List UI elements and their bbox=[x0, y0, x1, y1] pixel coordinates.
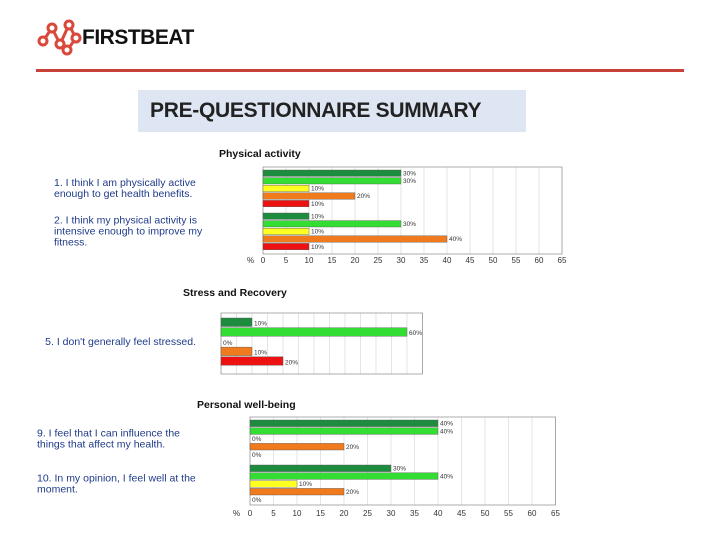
bar bbox=[263, 236, 447, 242]
data-label: 0% bbox=[252, 436, 262, 444]
bar bbox=[250, 481, 297, 488]
bar bbox=[250, 428, 438, 435]
data-label: 10% bbox=[254, 349, 268, 357]
tick-label: 25 bbox=[363, 509, 372, 518]
data-label: 10% bbox=[299, 481, 313, 489]
question-label: enough to get health benefits. bbox=[54, 188, 193, 200]
axis-unit-label: % bbox=[233, 509, 241, 518]
bar bbox=[263, 200, 309, 206]
data-label: 10% bbox=[311, 228, 325, 236]
data-label: 20% bbox=[346, 489, 360, 496]
bar bbox=[250, 465, 391, 472]
bar bbox=[263, 170, 401, 176]
chart-title: Stress and Recovery bbox=[183, 287, 287, 299]
brand-name: FIRSTBEAT bbox=[82, 26, 194, 49]
tick-label: 0 bbox=[260, 256, 266, 265]
tick-label: 45 bbox=[465, 256, 475, 265]
tick-label: 30 bbox=[386, 509, 396, 518]
question-label: 5. I don't generally feel stressed. bbox=[45, 335, 196, 348]
bar bbox=[221, 318, 252, 327]
tick-label: 65 bbox=[551, 509, 560, 518]
data-label: 0% bbox=[252, 451, 262, 459]
question-label: 10. In my opinion, I feel well at the bbox=[37, 472, 196, 485]
tick-label: 60 bbox=[527, 509, 537, 518]
tick-label: 30 bbox=[396, 256, 406, 265]
question-label: 9. I feel that I can influence the bbox=[37, 427, 181, 440]
axis-unit-label: % bbox=[247, 256, 255, 265]
data-label: 10% bbox=[311, 200, 325, 208]
data-label: 40% bbox=[440, 420, 454, 428]
data-label: 40% bbox=[449, 236, 463, 244]
bar bbox=[263, 185, 309, 191]
tick-label: 10 bbox=[304, 256, 314, 265]
question-label: 2. I think my physical activity is bbox=[54, 214, 197, 227]
data-label: 30% bbox=[403, 170, 417, 178]
question-label: fitness. bbox=[54, 236, 88, 249]
question-label: moment. bbox=[37, 483, 78, 496]
bar bbox=[250, 443, 344, 450]
tick-label: 5 bbox=[283, 256, 289, 265]
chart-title: Physical activity bbox=[219, 148, 301, 160]
tick-label: 40 bbox=[433, 509, 443, 518]
question-label: intensive enough to improve my bbox=[54, 225, 203, 238]
data-label: 30% bbox=[403, 221, 417, 228]
data-label: 10% bbox=[311, 185, 325, 193]
tick-label: 50 bbox=[488, 256, 498, 265]
data-label: 30% bbox=[393, 465, 407, 473]
data-label: 10% bbox=[311, 243, 325, 251]
bar bbox=[263, 243, 309, 249]
data-label: 10% bbox=[254, 320, 268, 328]
tick-label: 15 bbox=[316, 509, 325, 518]
tick-label: 55 bbox=[504, 509, 513, 518]
tick-label: 35 bbox=[419, 256, 429, 265]
bar bbox=[221, 328, 407, 337]
data-label: 40% bbox=[440, 473, 454, 481]
tick-label: 10 bbox=[292, 509, 302, 518]
question-label: things that affect my health. bbox=[37, 438, 166, 451]
data-label: 40% bbox=[440, 428, 454, 436]
bar bbox=[263, 213, 309, 219]
data-label: 20% bbox=[285, 359, 299, 367]
page-title: PRE-QUESTIONNAIRE SUMMARY bbox=[150, 99, 482, 122]
bar bbox=[263, 228, 309, 234]
data-label: 0% bbox=[252, 496, 262, 504]
tick-label: 5 bbox=[271, 509, 276, 518]
bar bbox=[263, 193, 355, 199]
bar bbox=[221, 357, 283, 366]
tick-label: 50 bbox=[480, 509, 490, 518]
data-label: 60% bbox=[409, 330, 423, 338]
data-label: 10% bbox=[311, 213, 325, 221]
bar bbox=[263, 221, 401, 227]
bar bbox=[250, 420, 438, 427]
tick-label: 0 bbox=[247, 509, 253, 518]
bar bbox=[250, 488, 344, 495]
data-label: 20% bbox=[357, 193, 371, 201]
tick-label: 20 bbox=[350, 256, 360, 265]
data-label: 0% bbox=[223, 339, 233, 347]
tick-label: 45 bbox=[457, 509, 466, 518]
tick-label: 25 bbox=[373, 256, 383, 265]
tick-label: 40 bbox=[442, 256, 452, 265]
bar bbox=[221, 347, 252, 356]
bar bbox=[250, 473, 438, 480]
data-label: 30% bbox=[403, 178, 417, 185]
tick-label: 65 bbox=[557, 256, 567, 265]
data-label: 20% bbox=[346, 444, 360, 451]
tick-label: 35 bbox=[410, 509, 419, 518]
tick-label: 15 bbox=[327, 256, 337, 265]
bar bbox=[263, 178, 401, 184]
tick-label: 60 bbox=[534, 256, 544, 265]
tick-label: 20 bbox=[339, 509, 349, 518]
tick-label: 55 bbox=[511, 256, 521, 265]
question-label: 1. I think I am physically active bbox=[54, 177, 196, 189]
chart-title: Personal well-being bbox=[197, 399, 296, 411]
